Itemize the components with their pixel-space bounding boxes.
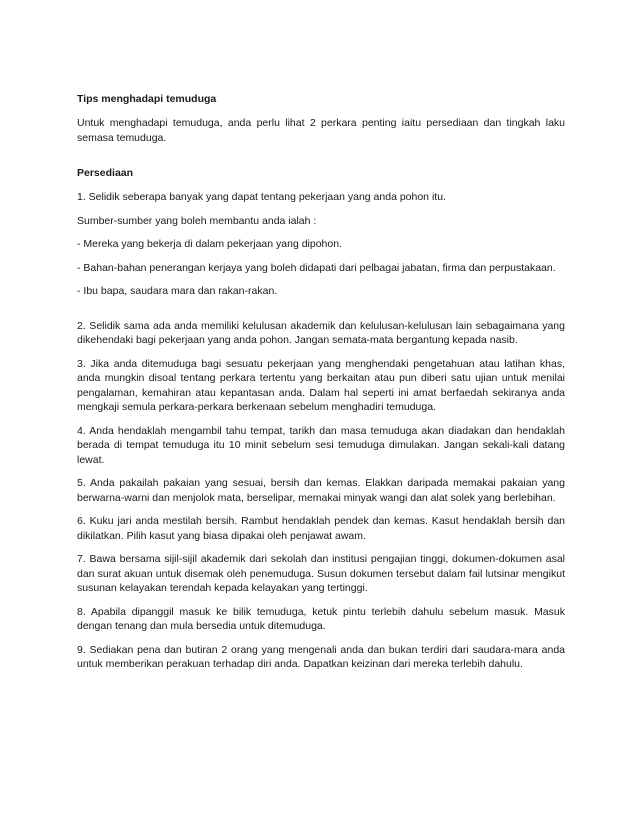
paragraph-item-4: 4. Anda hendaklah mengambil tahu tempat, tarikh dan masa temuduga akan diadakan dan hendaklah berada di tempat temuduga itu 10 minit sebelum sesi temuduga dimulakan. Jangan sekali-kali datang lewat.	[77, 424, 565, 466]
paragraph-item-7: 7. Bawa bersama sijil-sijil akademik dari sekolah dan institusi pengajian tinggi, dokumen-dokumen asal dan surat akuan untuk disemak oleh penemuduga. Susun dokumen tersebut dalam fail lutsinar mengikut susunan kelayakan terendah kepada kelayakan yang tertinggi.	[77, 553, 565, 594]
paragraph-item-5: 5. Anda pakailah pakaian yang sesuai, bersih dan kemas. Elakkan daripada memakai pakaian yang berwarna-warni dan menjolok mata, berselipar, memakai minyak wangi dan alat solek yang berlebihan.	[77, 477, 565, 504]
paragraph-source-3: - Ibu bapa, saudara mara dan rakan-rakan.	[77, 285, 278, 297]
paragraph-sources-intro: Sumber-sumber yang boleh membantu anda ialah :	[77, 214, 317, 227]
intro-paragraph: Untuk menghadapi temuduga, anda perlu lihat 2 perkara penting iaitu persediaan dan tingkah laku semasa temuduga.	[77, 117, 565, 144]
paragraph-item-2: 2. Selidik sama ada anda memiliki kelulusan akademik dan kelulusan-kelulusan lain sebagaimana yang dikehendaki bagi pekerjaan yang anda pohon. Jangan semata-mata bergantung kepada nasib.	[77, 319, 565, 346]
paragraph-item-3: 3. Jika anda ditemuduga bagi sesuatu pekerjaan yang menghendaki pengetahuan atau latihan khas, anda mungkin disoal tentang perkara tertentu yang berkaitan atau pun diberi satu ujian untuk menilai pengalaman, kemahiran atau kepantasan anda. Dalam hal seperti ini amat berfaedah sekiranya anda mengkaji semula perkara-perkara berkenaan sebelum menghadiri temuduga.	[77, 357, 565, 413]
section-heading-persediaan: Persediaan	[77, 167, 134, 179]
paragraph-source-1: - Mereka yang bekerja di dalam pekerjaan yang dipohon.	[77, 238, 342, 250]
paragraph-item-9: 9. Sediakan pena dan butiran 2 orang yang mengenali anda dan bukan terdiri dari saudara-mara anda untuk memberikan perakuan terhadap diri anda. Dapatkan keizinan dari mereka terlebih dahulu.	[77, 643, 565, 670]
paragraph-item-6: 6. Kuku jari anda mestilah bersih. Rambut hendaklah pendek dan kemas. Kasut hendaklah bersih dan dikilatkan. Pilih kasut yang biasa dipakai oleh penjawat awam.	[77, 515, 565, 542]
paragraph-item-8: 8. Apabila dipanggil masuk ke bilik temuduga, ketuk pintu terlebih dahulu sebelum masuk. Masuk dengan tenang dan mula bersedia untuk ditemuduga.	[77, 605, 565, 632]
paragraph-source-2: - Bahan-bahan penerangan kerjaya yang boleh didapati dari pelbagai jabatan, firma dan perpustakaan.	[77, 261, 556, 274]
paragraph-item-1: 1. Selidik seberapa banyak yang dapat tentang pekerjaan yang anda pohon itu.	[77, 191, 446, 203]
document-page	[77, 92, 565, 681]
document-title: Tips menghadapi temuduga	[77, 93, 217, 105]
